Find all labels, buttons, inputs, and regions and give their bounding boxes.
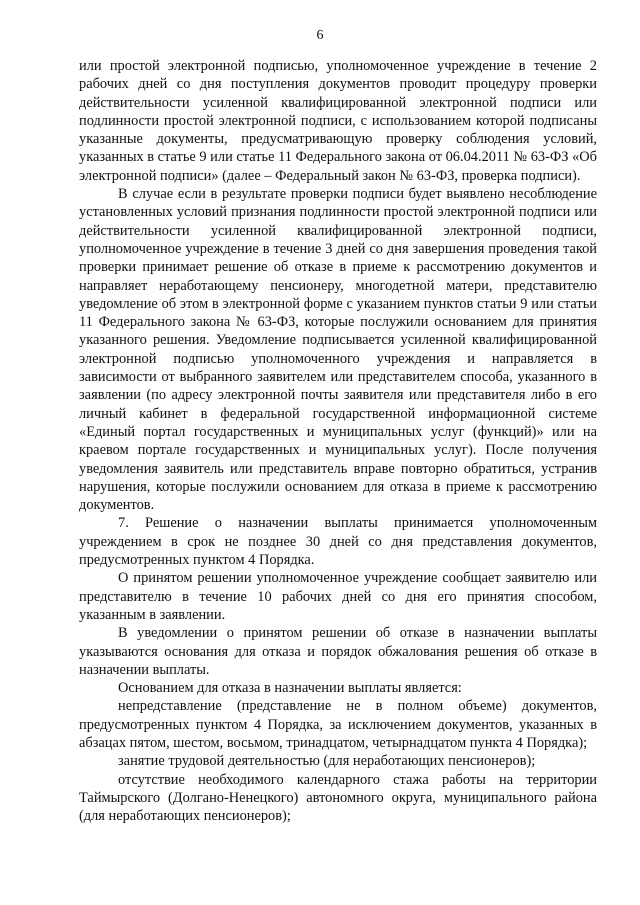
paragraph: или простой электронной подписью, уполномоченное учреждение в течение 2 рабочих дней со дня поступления документов проводит процедуру проверки действительности усиленной квалифицированной электронной подписи или подлинности простой электронной подписи, с использованием которой подписаны указанные документы, предусматривающую проверку соблюдения условий, указанных в статье 9 или статье 11 Федерального закона от 06.04.2011 № 63-ФЗ «Об электронной подписи» (далее – Федеральный закон № 63-ФЗ, проверка подписи). [79, 58, 598, 184]
paragraph: Основанием для отказа в назначении выплаты является: [118, 680, 462, 697]
list-item: непредставление (представление не в полном объеме) документов, предусмотренных пунктом 4 Порядка, за исключением документов, указанных в абзацах пятом, шестом, восьмом, тринадцатом, четырнадцатом пункта 4 Порядка); [79, 698, 597, 751]
paragraph: В уведомлении о принятом решении об отказе в назначении выплаты указываются основания для отказа и порядок обжалования решения об отказе в назначении выплаты. [79, 625, 597, 678]
page-number: 6 [316, 28, 324, 43]
paragraph: 7. Решение о назначении выплаты принимается уполномоченным учреждением в срок не позднее 30 дней со дня представления документов, предусмотренных пунктом 4 Порядка. [79, 515, 597, 569]
document-body [79, 57, 597, 825]
list-item: отсутствие необходимого календарного стажа работы на территории Таймырского (Долгано-Ненецкого) автономного округа, муниципального района (для неработающих пенсионеров); [79, 771, 597, 825]
paragraph: В случае если в результате проверки подписи будет выявлено несоблюдение установленных условий признания подлинности простой электронной подписи или действительности усиленной квалифицированной электронной подписи, уполномоченное учреждение в течение 3 дней со дня завершения проведения такой проверки принимает решение об отказе в приеме к рассмотрению документов и направляет неработающему пенсионеру, многодетной матери, представителю уведомление об этом в электронной форме с указанием пунктов статьи 9 или статьи 11 Федерального закона № 63-ФЗ, которые послужили основанием для принятия указанного решения. Уведомление подписывается усиленной квалифицированной электронной подписью уполномоченного учреждения и направляется в зависимости от выбранного заявителем или представителем способа, указанного в заявлении (по адресу электронной почты заявителя или представителя либо в его личный кабинет в федеральной государственной информационной системе «Единый портал государственных и муниципальных услуг (функций)» или на краевом портале государственных и муниципальных услуг). После получения уведомления заявитель или представитель вправе повторно обратиться, устранив нарушения, которые послужили основанием для отказа в приеме к рассмотрению документов. [79, 186, 597, 514]
list-item: занятие трудовой деятельностью (для неработающих пенсионеров); [118, 753, 536, 770]
paragraph: О принятом решении уполномоченное учреждение сообщает заявителю или представителю в течение 10 рабочих дней со дня его принятия способом, указанным в заявлении. [79, 570, 597, 623]
